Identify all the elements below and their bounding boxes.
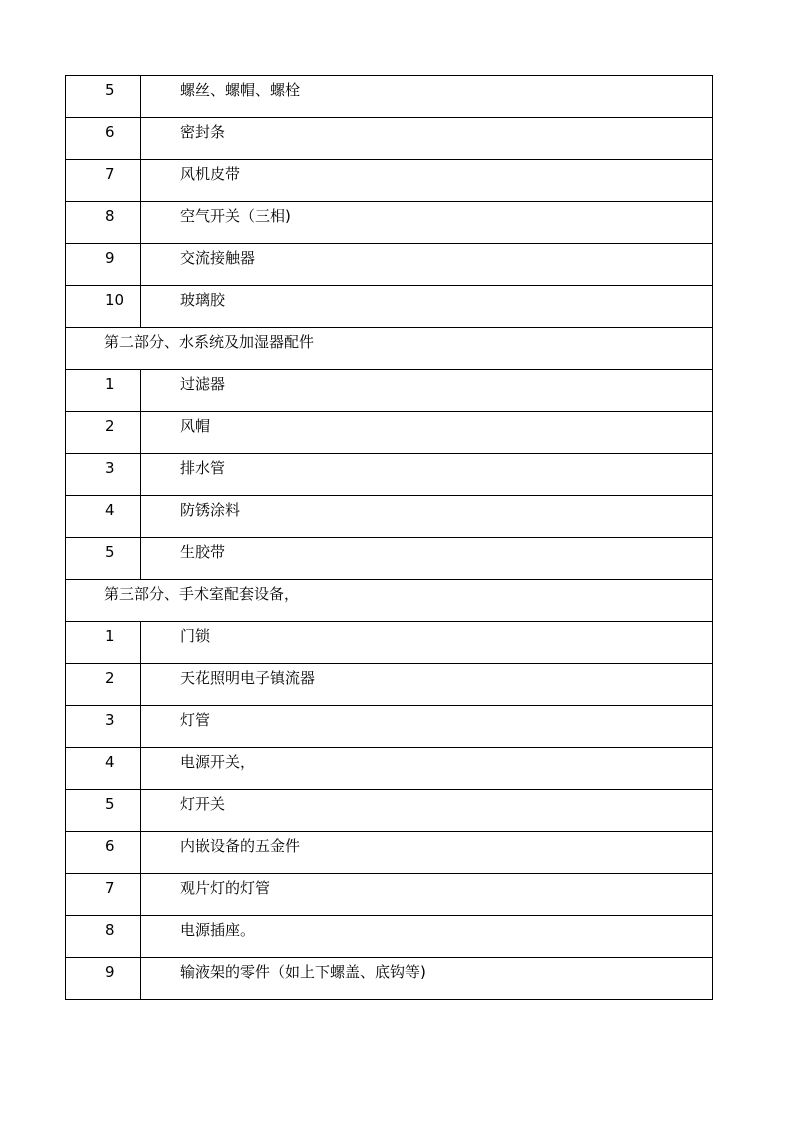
item-number-cell [66,76,141,118]
item-name: 输液架的零件（如上下螺盖、底钩等) [180,963,426,981]
item-name-cell [141,622,713,664]
table-row [66,454,713,496]
item-number-cell [66,454,141,496]
item-number: 1 [105,627,115,645]
table-row [66,496,713,538]
item-name: 灯开关 [180,795,226,813]
item-name: 排水管 [180,459,226,477]
item-number-cell [66,118,141,160]
table-row [66,748,713,790]
item-name-cell [141,286,713,328]
item-number-cell [66,622,141,664]
item-number-cell [66,412,141,454]
table-row [66,244,713,286]
item-name-cell [141,538,713,580]
table-row [66,118,713,160]
item-number-cell [66,748,141,790]
table-row [66,832,713,874]
item-number: 3 [105,459,115,477]
item-name-cell [141,916,713,958]
item-name-cell [141,664,713,706]
item-name-cell [141,958,713,1000]
item-name-cell [141,706,713,748]
item-number: 8 [105,921,115,939]
item-name: 空气开关（三相) [180,207,291,225]
item-name: 防锈涂料 [180,501,241,519]
table-row [66,286,713,328]
section-header-row [66,328,713,370]
item-number: 6 [105,123,115,141]
item-number: 4 [105,501,115,519]
table-row [66,664,713,706]
item-name: 门锁 [180,627,211,645]
table-row [66,706,713,748]
item-name-cell [141,160,713,202]
item-number: 1 [105,375,115,393]
table-row [66,370,713,412]
section-title: 第三部分、手术室配套设备， [104,585,300,603]
item-name-cell [141,244,713,286]
item-name-cell [141,790,713,832]
section-header-row [66,580,713,622]
item-number-cell [66,160,141,202]
item-number: 5 [105,543,115,561]
item-name: 观片灯的灯管 [180,879,271,897]
item-number-cell [66,958,141,1000]
item-number: 7 [105,165,115,183]
table-row [66,202,713,244]
item-number-cell [66,370,141,412]
item-name: 天花照明电子镇流器 [180,669,316,687]
item-number-cell [66,790,141,832]
item-number-cell [66,496,141,538]
item-name: 玻璃胶 [180,291,226,309]
item-name-cell [141,496,713,538]
item-number-cell [66,832,141,874]
item-number: 9 [105,963,115,981]
item-name-cell [141,454,713,496]
item-number: 8 [105,207,115,225]
item-number: 5 [105,795,115,813]
section-header-cell [66,580,713,622]
item-name-cell [141,748,713,790]
item-name-cell [141,412,713,454]
item-name: 交流接触器 [180,249,256,267]
table-row [66,874,713,916]
section-title: 第二部分、水系统及加湿器配件 [104,333,315,351]
item-name-cell [141,76,713,118]
item-number-cell [66,874,141,916]
item-number-cell [66,538,141,580]
item-name: 风帽 [180,417,211,435]
item-number: 5 [105,81,115,99]
item-number-cell [66,706,141,748]
item-number: 2 [105,669,115,687]
table-row [66,412,713,454]
table-row [66,538,713,580]
item-number: 7 [105,879,115,897]
table-row [66,160,713,202]
item-name: 密封条 [180,123,226,141]
item-name-cell [141,202,713,244]
table-row [66,622,713,664]
item-name: 过滤器 [180,375,226,393]
item-number: 2 [105,417,115,435]
item-name: 风机皮带 [180,165,241,183]
item-name-cell [141,832,713,874]
item-name: 螺丝、螺帽、螺栓 [180,81,301,99]
item-name: 内嵌设备的五金件 [180,837,301,855]
item-number: 9 [105,249,115,267]
item-number-cell [66,202,141,244]
item-name-cell [141,118,713,160]
item-number: 3 [105,711,115,729]
item-number-cell [66,916,141,958]
item-number: 4 [105,753,115,771]
table-row [66,916,713,958]
item-number-cell [66,664,141,706]
item-name: 电源开关， [180,753,256,771]
parts-table [65,75,713,1000]
table-row [66,790,713,832]
item-number-cell [66,286,141,328]
item-number: 10 [105,291,125,309]
item-number: 6 [105,837,115,855]
table-row [66,76,713,118]
item-name-cell [141,874,713,916]
item-name: 灯管 [180,711,211,729]
item-name: 电源插座。 [180,921,256,939]
item-name: 生胶带 [180,543,226,561]
section-header-cell [66,328,713,370]
item-number-cell [66,244,141,286]
table-row [66,958,713,1000]
item-name-cell [141,370,713,412]
